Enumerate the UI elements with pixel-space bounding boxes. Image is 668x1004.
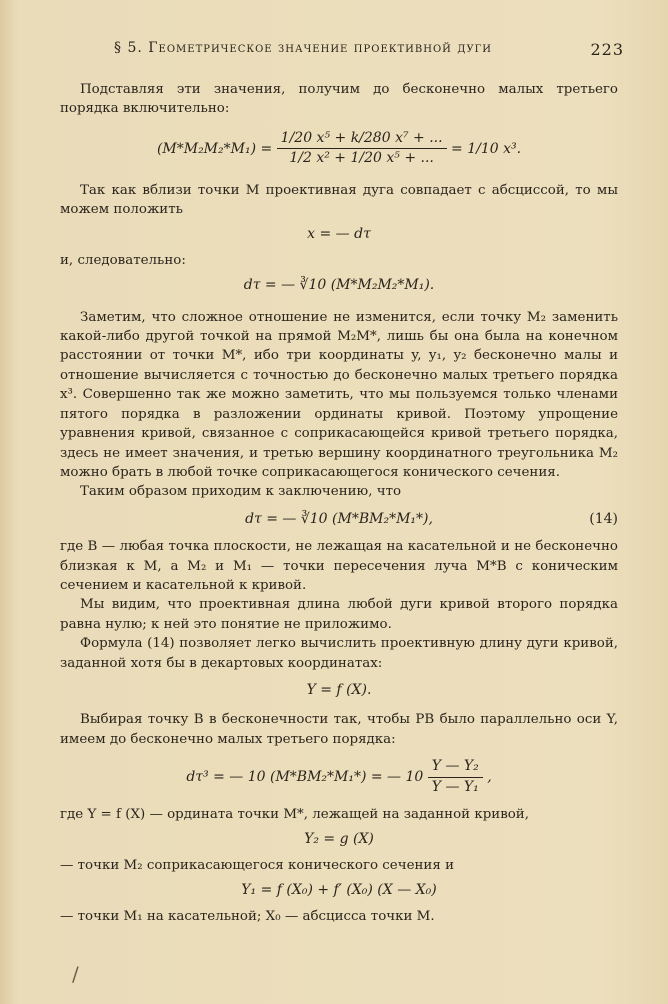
- formula-1-numerator: 1/20 x⁵ + k/280 x⁷ + ...: [277, 129, 447, 149]
- formula-2: x = — dτ: [307, 226, 371, 243]
- formula-6-denominator: Y — Y₁: [431, 778, 479, 795]
- page-body: [60, 80, 618, 926]
- paragraph-4: Заметим, что сложное отношение не изменится, если точку M₂ заменить какой-либо другой точкой на прямой M₂M*, лишь бы она была на конечном расстоянии от точки M*, ибо три координаты y, y₁, y₂ бесконечно малы и отношение вычисляется с точностью до бесконечно малых третьего порядка x³. Совершенно так же можно заметить, что мы пользуемся только членами пятого порядка в разложении ординаты кривой. Поэтому упрощение уравнения кривой, связанное с соприкасающейся кривой третьего порядка, здесь не имеет значения, и третью вершину координатного треугольника M₂ можно брать в любой точке соприкасающегося конического сечения.: [60, 309, 618, 480]
- paragraph-12: — точки M₁ на касательной; X₀ — абсцисса точки M.: [60, 908, 435, 924]
- section-title: § 5. Геометрическое значение проективной дуги: [114, 40, 493, 56]
- paragraph-2: Так как вблизи точки M проективная дуга совпадает с абсциссой, то мы можем положить: [60, 182, 618, 218]
- paragraph-3: и, следовательно:: [60, 252, 186, 268]
- formula-6-end: ,: [487, 769, 492, 786]
- formula-6: [60, 757, 618, 797]
- formula-6-numerator: Y — Y₂: [428, 757, 483, 777]
- formula-8: Y₁ = f (X₀) + f′ (X₀) (X — X₀): [241, 882, 437, 899]
- formula-4: dτ = — ∛10 (M*BM₂*M₁*),: [245, 510, 433, 527]
- paragraph-6: где B — любая точка плоскости, не лежащая на касательной и не бесконечно близкая к M, а M₂ и M₁ — точки пересечения луча M*B с коническим сечением и касательной к кривой.: [60, 539, 618, 593]
- formula-1-lhs: (M*M₂M₂*M₁) =: [156, 140, 273, 157]
- formula-1-denominator: 1/2 x² + 1/20 x⁵ + ...: [289, 150, 434, 167]
- formula-7: Y₂ = g (X): [304, 831, 374, 848]
- formula-6-fraction: [428, 757, 483, 797]
- paragraph-11: — точки M₂ соприкасающегося конического сечения и: [60, 857, 454, 873]
- paragraph-1: Подставляя эти значения, получим до бесконечно малых третьего порядка включительно:: [60, 82, 618, 117]
- paragraph-8: Формула (14) позволяет легко вычислить проективную длину дуги кривой, заданной хотя бы в декартовых координатах:: [60, 636, 618, 671]
- paragraph-9: Выбирая точку B в бесконечности так, чтобы PB было параллельно оси Y, имеем до бесконечно малых третьего порядка:: [60, 712, 618, 747]
- formula-4-row: [60, 510, 618, 529]
- formula-1-rhs: = 1/10 x³.: [451, 140, 522, 157]
- paragraph-7: Мы видим, что проективная длина любой дуги кривой второго порядка равна нулю; к ней это понятие не приложимо.: [60, 597, 618, 632]
- formula-1: [60, 129, 618, 169]
- equation-number: (14): [589, 510, 618, 527]
- formula-3: dτ = — ∛10 (M*M₂M₂*M₁).: [243, 277, 435, 294]
- formula-5: Y = f (X).: [306, 681, 372, 698]
- paragraph-10: где Y = f (X) — ордината точки M*, лежащей на заданной кривой,: [60, 807, 529, 822]
- pencil-mark: /: [72, 962, 79, 986]
- paragraph-5: Таким образом приходим к заключению, что: [80, 484, 402, 500]
- formula-6-lhs: dτ³ = — 10 (M*BM₂*M₁*) = — 10: [186, 769, 424, 786]
- page-number: 223: [590, 40, 624, 59]
- formula-1-fraction: [277, 129, 447, 169]
